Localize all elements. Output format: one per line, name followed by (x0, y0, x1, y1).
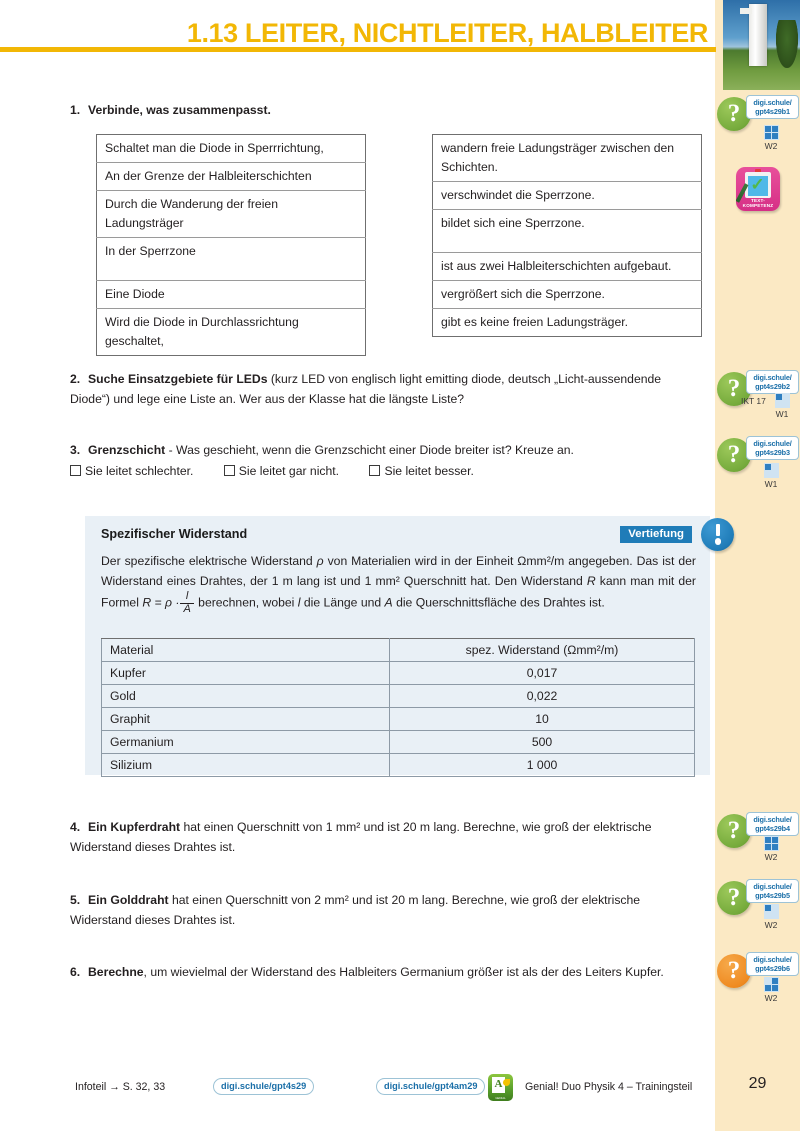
material-value-4: 1 000 (390, 754, 695, 777)
checkbox-label-2: Sie leitet besser. (384, 463, 474, 478)
exercise-6 (70, 963, 690, 983)
exercise-2 (70, 370, 690, 409)
material-name-1: Gold (102, 685, 390, 708)
digi-code-label-1[interactable]: digi.schule/ gpt4s29b1 (746, 95, 799, 119)
symbol-l: l (297, 595, 301, 610)
checkbox-option-1[interactable] (224, 464, 339, 478)
tower-shape (749, 4, 767, 66)
letter-a-glyph: A (494, 1078, 503, 1090)
formula-fraction (180, 591, 193, 615)
question-glyph: ? (727, 375, 741, 402)
checkbox-option-2[interactable] (369, 464, 473, 478)
vtext-p4: berechnen, wobei (194, 595, 298, 610)
question-glyph: ? (727, 957, 741, 984)
checkbox-label-1: Sie leitet gar nicht. (238, 463, 340, 478)
table-row[interactable] (433, 253, 702, 281)
competence-level-label-5: W2 (764, 920, 778, 930)
vertiefung-tag: Vertiefung (620, 526, 692, 543)
infoteil-reference: Infoteil → S. 32, 33 (75, 1081, 166, 1093)
exercise-5-number: 5. (70, 893, 81, 907)
match-left-4[interactable]: Eine Diode (97, 281, 366, 309)
table-row (102, 708, 695, 731)
material-name-4: Silizium (102, 754, 390, 777)
competence-level-label-6: W2 (764, 993, 778, 1003)
footer (0, 1070, 716, 1110)
exercise-5-title: Ein Golddraht (88, 893, 169, 907)
material-value-2: 10 (390, 708, 695, 731)
table-row[interactable] (97, 281, 366, 309)
vtext-p1: Der spezifische elektrische Widerstand (101, 554, 317, 568)
digi-code-label-2[interactable]: digi.schule/ gpt4s29b2 (746, 370, 799, 394)
vtext-p2: von Materialien wird in der Einheit Ωmm²/m angegeben. Das ist der Widerstand eines Drahtes, der 1 m lang ist und 1 mm² Querschnitt hat. Den Widerstand (101, 554, 696, 588)
text-kompetenz-icon (736, 167, 780, 211)
match-right-3[interactable]: ist aus zwei Halbleiterschichten aufgebaut. (433, 253, 702, 281)
leaf-shape (503, 1079, 510, 1086)
digi-code-label-6[interactable]: digi.schule/ gpt4s29b6 (746, 952, 799, 976)
checkbox-row (70, 462, 690, 482)
competence-level-icon-4 (764, 836, 779, 851)
vertiefung-exclamation-icon (701, 518, 734, 551)
question-glyph: ? (727, 441, 741, 468)
app-icon-label: GENIAL (495, 1096, 506, 1100)
question-glyph: ? (727, 817, 741, 844)
exercise-2-number: 2. (70, 372, 81, 386)
exclamation-dot (715, 538, 722, 545)
table-row (102, 662, 695, 685)
exercise-1 (70, 101, 630, 121)
exercise-6-title: Berechne (88, 965, 144, 979)
match-table-left[interactable] (96, 134, 366, 356)
vertiefung-text (101, 552, 696, 615)
match-right-4[interactable]: vergrößert sich die Sperrzone. (433, 281, 702, 309)
digi-code-label-4[interactable]: digi.schule/ gpt4s29b4 (746, 812, 799, 836)
exercise-4-text: hat einen Querschnitt von 1 mm² und ist 20 m lang. Berechne, wie groß der elektrische Widerstand dieses Drahtes ist. (70, 820, 652, 854)
exercise-4-number: 4. (70, 820, 81, 834)
competence-level-label-2: W1 (775, 409, 789, 419)
sidebar (715, 0, 800, 1131)
material-value-3: 500 (390, 731, 695, 754)
match-right-2[interactable]: bildet sich eine Sperrzone. (433, 210, 702, 253)
ikt-label-2: IKT 17 (741, 396, 766, 406)
checkbox-icon[interactable] (70, 465, 81, 476)
chapter-photo (723, 0, 800, 90)
exercise-4-title: Ein Kupferdraht (88, 820, 181, 834)
material-name-0: Kupfer (102, 662, 390, 685)
match-left-5[interactable]: Wird die Diode in Durchlassrichtung geschaltet, (105, 315, 299, 348)
checkbox-icon[interactable] (369, 465, 380, 476)
page-number: 29 (748, 1075, 767, 1092)
competence-level-label-3: W1 (764, 479, 778, 489)
vtext-p3: kann man mit der Formel (101, 573, 696, 610)
table-row (102, 685, 695, 708)
symbol-A: A (384, 595, 393, 610)
competence-level-icon-5 (764, 904, 779, 919)
exercise-3-number: 3. (70, 443, 81, 457)
exercise-4 (70, 818, 690, 857)
text-kompetenz-label: TEXT- KOMPETENZ (742, 198, 774, 208)
digi-pill-right[interactable]: digi.schule/gpt4am29 (376, 1078, 485, 1095)
material-name-3: Germanium (102, 731, 390, 754)
table-row[interactable] (433, 182, 702, 210)
formula-lhs: R = ρ · (142, 595, 180, 610)
exclamation-bar (716, 524, 721, 536)
match-left-1[interactable]: An der Grenze der Halbleiterschichten (97, 163, 366, 191)
competence-level-icon-6 (764, 977, 779, 992)
digi-code-label-5[interactable]: digi.schule/ gpt4s29b5 (746, 879, 799, 903)
vtext-p5: die Länge und (300, 595, 385, 610)
col-material: Material (102, 639, 390, 662)
symbol-rho: ρ (316, 554, 324, 568)
match-right-1[interactable]: verschwindet die Sperrzone. (433, 182, 702, 210)
competence-level-label-4: W2 (764, 852, 778, 862)
material-name-2: Graphit (102, 708, 390, 731)
table-row[interactable] (433, 309, 702, 337)
competence-level-icon-1 (764, 125, 779, 140)
exercise-3-text: - Was geschieht, wenn die Grenzschicht einer Diode breiter ist? Kreuze an. (165, 443, 574, 457)
tree-shape (776, 20, 798, 68)
table-row[interactable] (97, 309, 366, 356)
match-right-5[interactable]: gibt es keine freien Ladungsträger. (441, 315, 629, 329)
exercise-5 (70, 891, 690, 930)
exercise-1-title: Verbinde, was zusammenpasst. (88, 103, 271, 117)
table-row[interactable] (97, 238, 366, 281)
match-left-3[interactable]: In der Sperrzone (97, 238, 366, 281)
exercise-5-text: hat einen Querschnitt von 2 mm² und ist 20 m lang. Berechne, wie groß der elektrische Widerstand dieses Drahtes ist. (70, 893, 641, 927)
table-row[interactable] (97, 191, 366, 238)
question-glyph: ? (727, 884, 741, 911)
vtext-p6: die Querschnittsfläche des Drahtes ist. (392, 595, 605, 610)
digi-code-label-3[interactable]: digi.schule/ gpt4s29b3 (746, 436, 799, 460)
checkbox-icon[interactable] (224, 465, 235, 476)
material-value-0: 0,017 (390, 662, 695, 685)
exercise-2-title: Suche Einsatzgebiete für LEDs (88, 372, 268, 386)
table-row (102, 731, 695, 754)
symbol-R: R (586, 573, 596, 588)
digi-pill-left[interactable]: digi.schule/gpt4s29 (213, 1078, 314, 1095)
table-row[interactable] (97, 163, 366, 191)
book-title: Genial! Duo Physik 4 – Trainingsteil (525, 1081, 693, 1093)
exercise-3 (70, 441, 690, 481)
table-row[interactable] (433, 135, 702, 182)
table-row[interactable] (97, 135, 366, 163)
formula-denominator: A (180, 603, 193, 616)
col-resistivity: spez. Widerstand (Ωmm²/m) (390, 639, 695, 662)
match-left-0[interactable]: Schaltet man die Diode in Sperrrichtung, (97, 135, 366, 163)
exercise-3-title: Grenzschicht (88, 443, 166, 457)
formula-numerator: l (185, 590, 189, 603)
checkbox-label-0: Sie leitet schlechter. (85, 463, 194, 478)
table-header-row (102, 639, 695, 662)
match-left-2[interactable]: Durch die Wanderung der freien Ladungsträger (97, 191, 366, 238)
table-row (102, 754, 695, 777)
table-row[interactable] (433, 281, 702, 309)
material-value-1: 0,022 (390, 685, 695, 708)
competence-level-label-1: W2 (764, 141, 778, 151)
exercise-2-text: (kurz LED von englisch light emitting diode, deutsch „Licht-aussendende Diode“) und lege eine Liste an. Wer aus der Klasse hat die längste Liste? (70, 372, 662, 406)
vertiefung-box (85, 516, 710, 775)
material-table (101, 638, 695, 777)
checkbox-option-0[interactable] (70, 464, 193, 478)
exercise-1-number: 1. (70, 103, 81, 117)
exercise-6-text: , um wievielmal der Widerstand des Halbleiters Germanium größer ist als der des Leiters Kupfer. (143, 965, 664, 979)
exercise-6-number: 6. (70, 965, 81, 979)
checkmark-icon: ✓ (750, 175, 765, 194)
competence-level-icon-2 (775, 393, 790, 408)
match-right-0[interactable]: wandern freie Ladungsträger zwischen den Schichten. (433, 135, 702, 182)
table-row[interactable] (433, 210, 702, 253)
competence-level-icon-3 (764, 463, 779, 478)
question-glyph: ? (727, 100, 741, 127)
page-title: 1.13 LEITER, NICHTLEITER, HALBLEITER (186, 18, 708, 48)
vertiefung-heading: Spezifischer Widerstand (101, 527, 248, 541)
match-table-right[interactable] (432, 134, 702, 337)
book-app-icon (488, 1074, 513, 1101)
